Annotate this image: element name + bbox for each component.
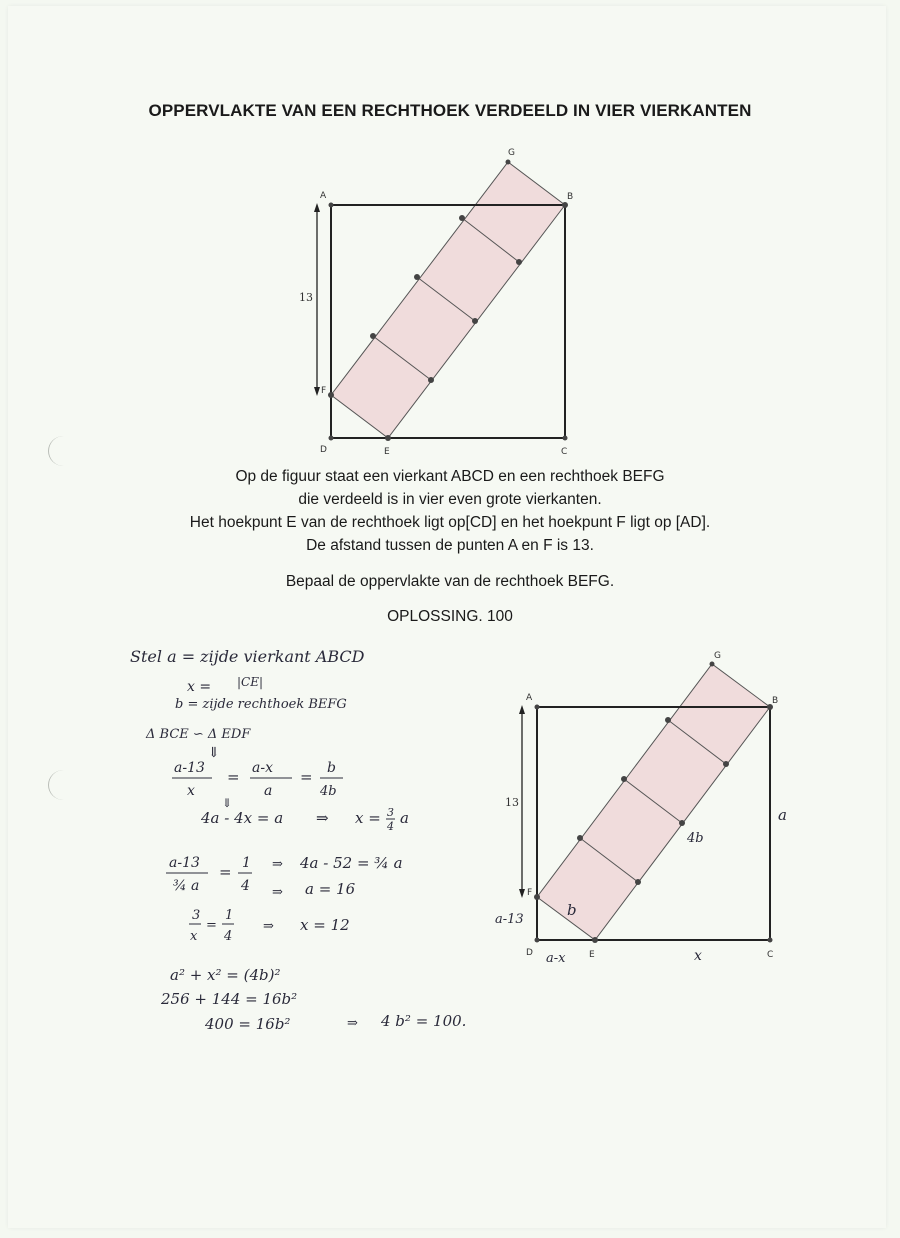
ec-label: x: [694, 948, 702, 964]
label-b: B: [567, 192, 574, 202]
hw-line: Stel a = zijde vierkant ABCD: [130, 647, 365, 666]
af-length-label: 13: [505, 796, 519, 809]
short-side-label: b: [567, 901, 577, 919]
hw-frac-num: a-x: [252, 760, 273, 776]
hw-line: 256 + 144 = 16b²: [161, 990, 298, 1008]
hw-line: x =: [355, 809, 381, 827]
de-label: a-x: [546, 951, 566, 966]
hw-line: x = 12: [300, 916, 350, 934]
hw-line: 4a - 4x = a: [201, 809, 284, 827]
hw-imp: ⇒: [263, 919, 274, 934]
hw-arrow: ⇓: [222, 796, 233, 810]
hw-frac-num: a-13: [169, 855, 200, 871]
label-e: E: [384, 447, 390, 457]
hw-line: a = 16: [305, 880, 356, 898]
long-side-label: 4b: [687, 831, 704, 846]
hw-frac-num: a-13: [174, 760, 205, 776]
label-d: D: [320, 445, 327, 455]
label-g: G: [714, 651, 721, 661]
hw-line: a: [400, 809, 409, 827]
hw-imp: ⇒: [347, 1016, 358, 1031]
label-a: A: [526, 693, 533, 703]
label-f: F: [527, 888, 533, 898]
hw-frac-num: 3: [387, 806, 394, 819]
statement-line: Het hoekpunt E van de rechthoek ligt op[CD] en het hoekpunt F ligt op [AD].: [189, 514, 711, 531]
hw-eq: =: [219, 863, 232, 881]
hw-eq: =: [300, 768, 313, 786]
hw-line: Δ BCE ∽ Δ EDF: [146, 727, 251, 742]
question: Bepaal de oppervlakte van de rechthoek BEFG.: [285, 573, 615, 590]
hw-line: 400 = 16b²: [205, 1015, 291, 1033]
solution-label: OPLOSSING. 100: [387, 608, 513, 625]
hw-frac-den: 4: [387, 820, 394, 833]
statement-line: De afstand tussen de punten A en F is 13.: [306, 537, 594, 554]
hw-arrow: ⇓: [208, 745, 220, 761]
hw-frac-num: 1: [225, 908, 234, 923]
hw-imp: ⇒: [316, 809, 329, 827]
hw-line: b = zijde rechthoek BEFG: [175, 697, 347, 712]
hw-imp: ⇒: [272, 857, 283, 872]
label-c: C: [561, 447, 568, 457]
hw-line: |CE|: [237, 675, 264, 689]
label-e: E: [589, 950, 595, 960]
hw-line: a² + x² = (4b)²: [170, 966, 281, 984]
hw-frac-num: b: [327, 760, 336, 776]
label-d: D: [526, 948, 533, 958]
hw-imp: ⇒: [272, 885, 283, 900]
hw-frac-den: x: [187, 783, 195, 799]
hw-frac-den: a: [264, 783, 273, 799]
hw-frac-den: x: [190, 929, 198, 944]
hw-frac-den: 4: [224, 929, 233, 944]
hw-frac-den: 4b: [320, 784, 337, 799]
label-f: F: [321, 386, 327, 396]
hw-frac-den: 4: [241, 878, 250, 894]
hw-eq: =: [227, 768, 240, 786]
hw-line: x =: [187, 679, 212, 695]
statement-line: Op de figuur staat een vierkant ABCD en een rechthoek BEFG: [235, 468, 665, 485]
page-title: OPPERVLAKTE VAN EEN RECHTHOEK VERDEELD IN VIER VIERKANTEN: [148, 101, 752, 120]
hw-line: 4 b² = 100.: [381, 1012, 467, 1030]
label-g: G: [508, 148, 515, 158]
hw-frac-num: 3: [192, 908, 201, 923]
hw-frac-den: ¾ a: [173, 878, 200, 894]
hw-frac-num: 1: [242, 855, 251, 871]
label-a: A: [320, 191, 327, 201]
label-b: B: [772, 696, 779, 706]
fd-label: a-13: [495, 912, 524, 927]
af-length-label: 13: [299, 291, 313, 304]
side-a-label: a: [778, 806, 787, 824]
label-c: C: [767, 950, 774, 960]
statement-line: die verdeeld is in vier even grote vierkanten.: [298, 491, 602, 508]
hw-line: 4a - 52 = ¾ a: [300, 854, 403, 872]
hw-eq: =: [206, 918, 217, 933]
